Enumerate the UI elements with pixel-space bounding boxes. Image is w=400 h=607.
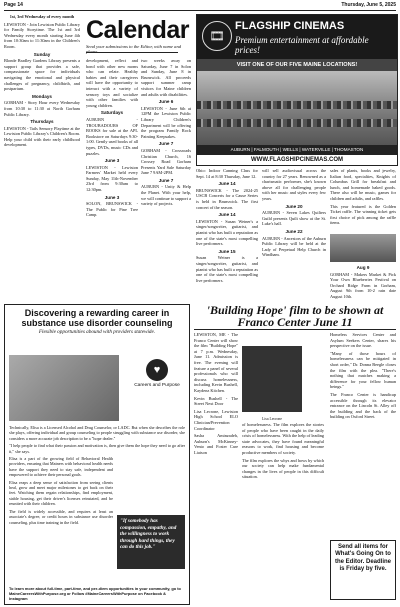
story-text: of homelessness. The film explores the stories of people who have been caught in the daily crisis of homelessness. With the help of leading state advocates, they have found meaningful reasons to work, find housing and become productive members of society.: [242, 422, 324, 455]
career-paragraph: Technically, Elisa is a Licensed Alcohol and Drug Counselor, or LADC. But when she describes the role she plays, offering individual and group counseling to people struggling with substance use disorder, she considers a more accurate job description to be a "hope dealer.": [9, 425, 185, 441]
calendar-col3-sub: June 7: [158, 177, 174, 183]
film-reel-icon: 🎞: [202, 21, 232, 51]
career-footer[interactable]: To learn more about full-time, part-time, and per-diem opportunities in your community, go to MaineCareersWithPurpose.org or Follow #MaineCareersWithPurpose on Facebook & Instagram: [9, 586, 181, 601]
page-header: [0, 0, 400, 10]
calendar-col2-sub: Saturdays: [100, 110, 124, 116]
calendar-col3-text: AUBURN - Unity & Help the Planet. With your help, we will continue to support a variety of projects.: [141, 184, 191, 207]
mid-sub: June 14: [218, 212, 236, 218]
ad-header: [197, 15, 397, 59]
career-title: Discovering a rewarding career in substance use disorder counseling: [21, 308, 173, 328]
page-number: Page 14: [4, 2, 23, 8]
calendar-col2-text: LEWISTON - Lewiston Farmers' Market held every Sunday, May 11th-November 23rd from 9:30am to 12:30pm.: [86, 164, 138, 193]
mid-column: [196, 168, 258, 298]
seat-row: [197, 101, 397, 109]
story-col-2-top: [306, 332, 326, 418]
mid-text: LEWISTON - Susan Weiner's a singer/songwriter, guitarist, and pianist who has built a reputation as one of the state's most compelling live performers.: [196, 218, 258, 247]
calendar-subtitle: Send your submissions to the Editor, with name and phone.: [86, 44, 182, 55]
story-headline: 'Building Hope' film to be shown at Franco Center June 11: [206, 303, 384, 329]
right-text: AUBURN - Seven Lakes Quilters Guild presents Quilt show at the St. Luke's hall.: [262, 210, 326, 227]
ad-url[interactable]: WWW.FLAGSHIPCINEMAS.COM: [251, 157, 343, 163]
far-right-column: [330, 168, 396, 232]
calendar-col-1: [4, 14, 80, 298]
calendar-col2-sub: June 3: [104, 194, 120, 200]
right-text: will sell audiovisual across the country for 27 years. Renowned as a charismatic performer, she's known above all for challenging people with her music and styles every few years.: [262, 168, 326, 201]
careers-logo: [129, 357, 185, 417]
career-paragraph: The field is widely accessible, and requires at least an associate's degree, or credit hours in substance use disorder counseling, plus time training in the field.: [9, 508, 113, 525]
career-advertisement: [4, 304, 190, 605]
far-text: This year featured is the Golden Ticket raffle. The winning ticket gets first choice of pick among the raffle items.: [330, 203, 396, 226]
ad-tagline: Premium entertainment at affordable prices!: [235, 35, 369, 55]
calendar-col2-text: SOLON, BRUNSWICK - The Public for Pine Tree Camp.: [86, 201, 138, 218]
counselor-photo: [9, 355, 119, 421]
calendar-col3-text: GORHAM - Crossroads Christian Church, 16 Crossey Road Gorham Presents Yard Sale Saturday June 7 9AM-2PM.: [141, 147, 191, 176]
story-col-2: [242, 422, 324, 604]
heart-icon: ♥: [146, 359, 168, 381]
calendar-col1-text: GORHAM - Story Hour every Wednesday from 10:30 to 11:30 at North Gorham Public Library.: [4, 100, 80, 117]
mid-text: Ohio: Indoor Canning Class for Sept. 14 at 8:30 Thursday, June 12.: [196, 168, 258, 179]
ad-title: FLAGSHIP CINEMAS: [235, 20, 345, 32]
calendar-rule: [86, 52, 178, 53]
mid-sub: June 15: [218, 248, 236, 254]
story-text: Homeless Services Center and Asylum Seekers Center, shares his perspective on the issue.: [330, 332, 396, 349]
calendar-col2-text: development, reflect and bond with other new moms who can relate. Healthy babies and their caregivers will have the opportunity to interact with a variety of sensory toys and socialize with other families with young children.: [86, 58, 138, 108]
career-paragraph: Elisa is a part of the growing field of Behavioral Health providers, ensuring that Mainers with behavioral health needs have the support they need to stay safe, independent and empowered to achieve their personal goals.: [9, 456, 113, 478]
calendar-col-2: [86, 58, 138, 298]
story-text: The Franco Center is handicap accessible through its elevator entrance on the Lincoln St. Alley off the building and the back of the building on Oxford Street.: [330, 391, 396, 420]
mid-text: Susan Weiner is a singer/songwriter, guitarist, and pianist who has built a reputation as one of the state's most compelling live performers.: [196, 255, 258, 283]
career-paragraph: Elisa reaps a deep sense of satisfaction from seeing clients heal, grow and meet major milestones to get back on their feet. Watching them regain relationships, find employment, stable housing, get their driver's licenses reinstated, and be reunited with their children.: [9, 479, 113, 507]
calendar-col1-sub: Thursdays: [30, 119, 54, 125]
submission-promo-box: Send all items for What's Going On to the Editor. Deadline is Friday by five.: [330, 540, 396, 600]
calendar-col1-text: Blonde Bradley Gardens Library presents a support group that provides a safe, compassionate space for individuals navigating the emotional and physical challenges of pregnancy, childbirth, and postpartum.: [4, 58, 80, 92]
career-subtitle: Flexible opportunities abound with providers statewide.: [38, 329, 156, 335]
calendar-col2-text: AUBURN - TROUBADOURS OF BOOKS for sale at the APL Bookstore on Saturdays 9:30-1:00. Gently used books of all types, DVDs, music CDs and puzzles.: [86, 116, 138, 156]
calendar-col3-sub: June 7: [158, 141, 174, 147]
film-still-photo: [242, 346, 302, 421]
seat-row: [197, 119, 397, 127]
calendar-title: Calendar: [86, 16, 189, 44]
calendar-col3-text: LEWISTON - June 6th at 12PM the Lewiston Public Library Children's Department will be offering the program Family Rock Painting Keepsakes.: [141, 105, 191, 139]
story-col-3: [330, 332, 396, 536]
far-text: GORHAM - Makers Market & Pick Your Own Blueberries Festival on Orchard Ridge Farm in Gorham, August 9th from 10-2 rain date August 10th.: [330, 271, 396, 299]
cinema-advertisement: [196, 14, 398, 166]
calendar-col2-sub: June 3: [104, 158, 120, 164]
ad-band: VISIT ONE OF OUR FIVE MAINE LOCATIONS!: [197, 59, 397, 71]
right-sub: June 20: [285, 203, 303, 209]
mid-sub: June 14: [218, 181, 236, 187]
right-text: AUBURN - Ancestors of the Auburn Public Library will be held at the Lady of Perpetual Help Church in Windham.: [262, 235, 326, 258]
story-headline-block: [194, 304, 396, 328]
right-sub: June 22: [285, 228, 303, 234]
header-rule: [4, 10, 396, 11]
story-text: LEWISTON, ME - The Franco Center will show the film "Building Hope" at 7 p.m. Wednesday, June 11. Admission is free. The evening will feature a panel of several professionals who will discuss homelessness, including Kevin Bushell, Kaydenz Kitchen.: [194, 332, 238, 393]
story-text: Lisa Lecrone, Lewiston High School ELO Clinician/Prevention Coordinator: [194, 408, 238, 431]
ad-locations: AUBURN | FALMOUTH | WELLS | WATERVILLE | THOMASTON: [197, 145, 397, 155]
calendar-col1-heading: 1st, 3rd Wednesday of every month: [9, 14, 75, 19]
story-col-1: [194, 332, 238, 604]
far-text: sales of plants, books and jewelry, Italian food, specialties, Knights of Columbus Grill for breakfast and lunch, and homemade baked goods. There also will be music, games for children and adults, and raffles.: [330, 168, 396, 201]
festival-photo: [330, 234, 396, 262]
calendar-col1-sub: Mondays: [32, 93, 52, 99]
calendar-col-3: [141, 58, 191, 298]
story-text: Sasha Aminzadeh, Auburn's McKinney-Vento and Foster Care Liaison: [194, 433, 238, 455]
theater-photo: [197, 71, 397, 145]
story-text: Kevin Bushell - The Street Next Door: [194, 395, 238, 407]
page-date: Thursday, June 5, 2025: [341, 2, 396, 8]
career-paragraph: "I help people to find what their passion and motivation is, then give them the hope they need to go after it," she says.: [9, 443, 185, 454]
calendar-col1-text: LEWISTON - Tails Sensory Playtime at the Lewiston Public Library's Children's Room. Help your child with their early childhood development.: [4, 125, 80, 148]
story-text: "Many of those hours of homelessness can be mitigated in short order," Dr. Donna Beegle closes the film with the plea. "There's nothing that matches making a difference for your fellow human beings.": [330, 350, 396, 390]
far-sub: Aug 9: [356, 265, 370, 270]
story-text: The film explores the whys and hows by which our society can help make fundamental changes in the lives of people in this difficult situation.: [242, 457, 324, 480]
career-quote: "If somebody has compassion, empathy, and the willingness to work through hard things, they can do this job.": [117, 515, 185, 569]
mid-text: BRUNSWICK - The 2024-25 USCB Concerts for a Cause Series is held in Brunswick. The first concert of the season.: [196, 187, 258, 210]
calendar-col3-text: two weeks away on Saturday, June 7 in Solon and Sunday, June 8 in Brunswick. All proceeds support summer camp visitors for Maine children and adults with disabilities.: [141, 58, 191, 97]
story-rule: [194, 329, 396, 330]
calendar-col1-sub: Sunday: [33, 51, 51, 57]
career-body: [9, 425, 185, 527]
calendar-col1-text: LEWISTON - Join Lewiston Public Library for Family Storytime. The 1st and 3rd Wednesday every month starting June 4th from 10:30am to 11:30am in the Children's Room.: [4, 21, 80, 49]
far-right-column-lower: [330, 264, 396, 300]
film-caption: Lisa Lecrone: [262, 416, 282, 421]
calendar-col3-sub: June 6: [158, 99, 174, 105]
careers-logo-label: Careers and Purpose: [134, 383, 180, 388]
right-column: [262, 168, 326, 298]
